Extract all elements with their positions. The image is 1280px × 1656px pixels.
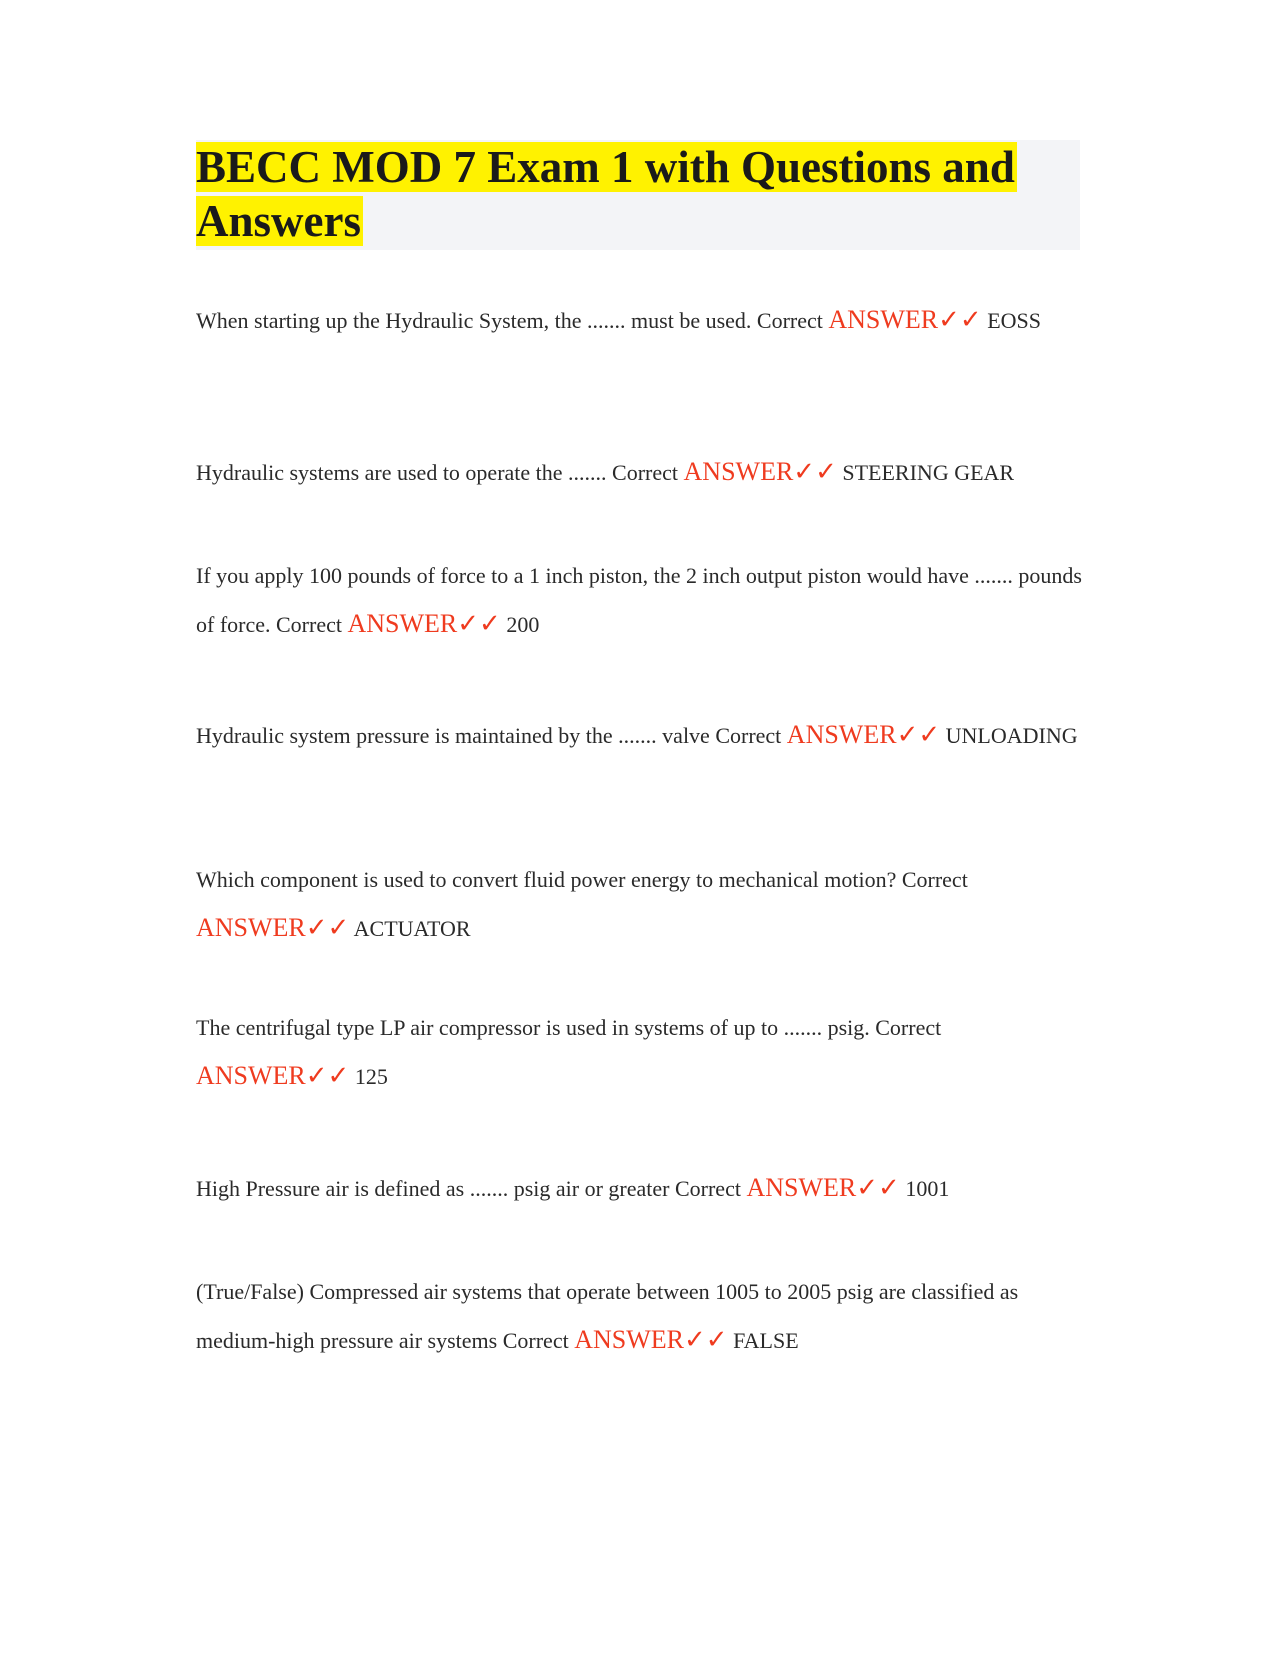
answer-label: ANSWER✓✓ [347,609,501,638]
question-text: If you apply 100 pounds of force to a 1 inch piston, the 2 inch output piston would have ....... pounds of force. Correct [196,563,1082,637]
question-text: Hydraulic system pressure is maintained by the ....... valve Correct [196,723,782,748]
page-title [196,140,1080,248]
answer-value: UNLOADING [945,723,1078,748]
qa-item-8 [196,1268,1086,1365]
page-title-text: BECC MOD 7 Exam 1 with Questions and Answers [196,142,1015,246]
qa-item-7 [196,1164,1086,1213]
question-text: The centrifugal type LP air compressor is used in systems of up to ....... psig. Correct [196,1015,942,1040]
answer-label: ANSWER✓✓ [828,305,982,334]
question-text: When starting up the Hydraulic System, the ....... must be used. Correct [196,308,823,333]
answer-value: EOSS [987,308,1042,333]
qa-item-4 [196,711,1086,760]
qa-item-2 [196,448,1086,497]
qa-item-1 [196,296,1086,345]
answer-label: ANSWER✓✓ [746,1173,900,1202]
answer-label: ANSWER✓✓ [574,1325,728,1354]
qa-item-5 [196,856,1086,953]
qa-item-3 [196,552,1086,649]
answer-label: ANSWER✓✓ [683,457,837,486]
answer-label: ANSWER✓✓ [196,913,350,942]
qa-item-6 [196,1004,1086,1101]
answer-value: FALSE [733,1328,799,1353]
answer-value: STEERING GEAR [842,460,1015,485]
question-text: Which component is used to convert fluid power energy to mechanical motion? Correct [196,867,968,892]
title-block [196,140,1080,250]
answer-value: ACTUATOR [353,916,471,941]
answer-label: ANSWER✓✓ [196,1061,350,1090]
question-text: Hydraulic systems are used to operate the ....... Correct [196,460,679,485]
answer-value: 1001 [905,1176,950,1201]
answer-value: 125 [354,1064,388,1089]
answer-label: ANSWER✓✓ [786,720,941,749]
question-text: High Pressure air is defined as ....... psig air or greater Correct [196,1176,741,1201]
question-text: (True/False) Compressed air systems that operate between 1005 to 2005 psig are classified as medium-high pressure air systems Correct [196,1279,1019,1353]
answer-value: 200 [506,612,540,637]
